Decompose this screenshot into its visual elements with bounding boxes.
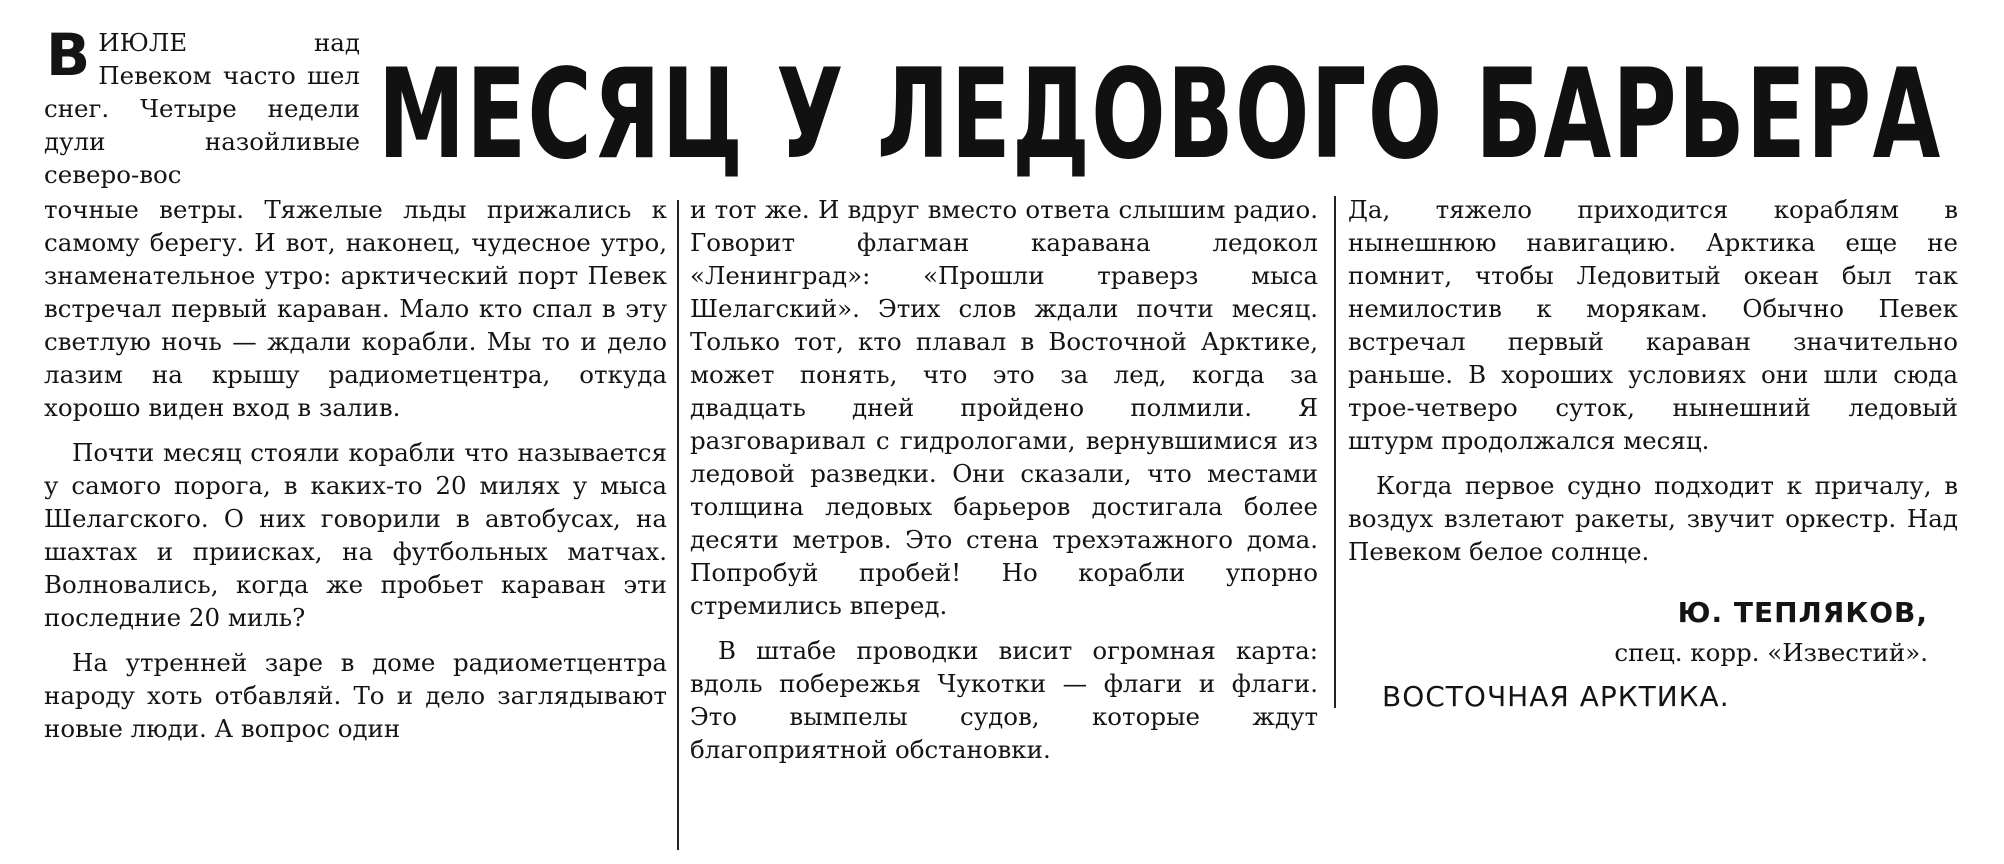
- dateline-place: ВОСТОЧНАЯ АРКТИКА.: [1382, 680, 1730, 713]
- column-divider-1: [677, 200, 679, 850]
- column-divider-2: [1334, 196, 1336, 708]
- column-1: [44, 193, 667, 853]
- article-intro: [44, 21, 360, 196]
- column-1-paragraph-3: На утренней заре в доме радиометцентра народу хоть отбавляй. То и дело заглядывают новые люди. А вопрос один: [44, 648, 667, 743]
- column-3-paragraph-1: Да, тяжело приходится кораблям в нынешнюю навигацию. Арктика еще не помнит, чтобы Ледовитый океан был так немилостив к морякам. Обычно Певек встречал первый караван значительно раньше. В хороших условиях они шли сюда трое-четверо суток, нынешний ледовый штурм продолжался месяц.: [1348, 195, 1958, 455]
- intro-text: ИЮЛЕ над Певеком часто шел снег. Четыре недели дули назойливые северо-вос: [44, 28, 360, 189]
- column-1-paragraph-1: точные ветры. Тяжелые льды прижались к самому берегу. И вот, наконец, чудесное утро, знаменательное утро: арктический порт Певек встречал первый караван. Мало кто спал в эту светлую ночь — ждали корабли. Мы то и дело лазим на крышу радиометцентра, откуда хорошо виден вход в залив.: [44, 195, 667, 422]
- column-2: [690, 193, 1318, 853]
- column-3-paragraph-2: Когда первое судно подходит к причалу, в воздух взлетают ракеты, звучит оркестр. Над Певеком белое солнце.: [1348, 471, 1958, 566]
- column-2-paragraph-1: и тот же. И вдруг вместо ответа слышим радио. Говорит флагман каравана ледокол «Ленинград»: «Прошли траверз мыса Шелагский». Этих слов ждали почти месяц. Только тот, кто плавал в Восточной Арктике, может понять, что это за лед, когда за двадцать дней пройдено полмили. Я разговаривал с гидрологами, вернувшимися из ледовой разведки. Они сказали, что местами толщина ледовых барьеров достигала более десяти метров. Это стена трехэтажного дома. Попробуй пробей! Но корабли упорно стремились вперед.: [690, 195, 1318, 620]
- author-name: Ю. ТЕПЛЯКОВ,: [1677, 596, 1928, 629]
- author-title: спец. корр. «Известий».: [1614, 638, 1928, 667]
- column-1-paragraph-2: Почти месяц стояли корабли что называется у самого порога, в каких-то 20 милях у мыса Шелагского. О них говорили в автобусах, на шахтах и приисках, на футбольных матчах. Волновались, когда же пробьет караван эти последние 20 миль?: [44, 438, 667, 632]
- article-headline: МЕСЯЦ У ЛЕДОВОГО БАРЬЕРА: [378, 43, 1942, 187]
- column-3: [1348, 193, 1958, 713]
- column-2-paragraph-2: В штабе проводки висит огромная карта: вдоль побережья Чукотки — флаги и флаги. Это вымпелы судов, которые ждут благоприятной обстановки.: [690, 636, 1318, 764]
- drop-cap: В: [46, 21, 91, 89]
